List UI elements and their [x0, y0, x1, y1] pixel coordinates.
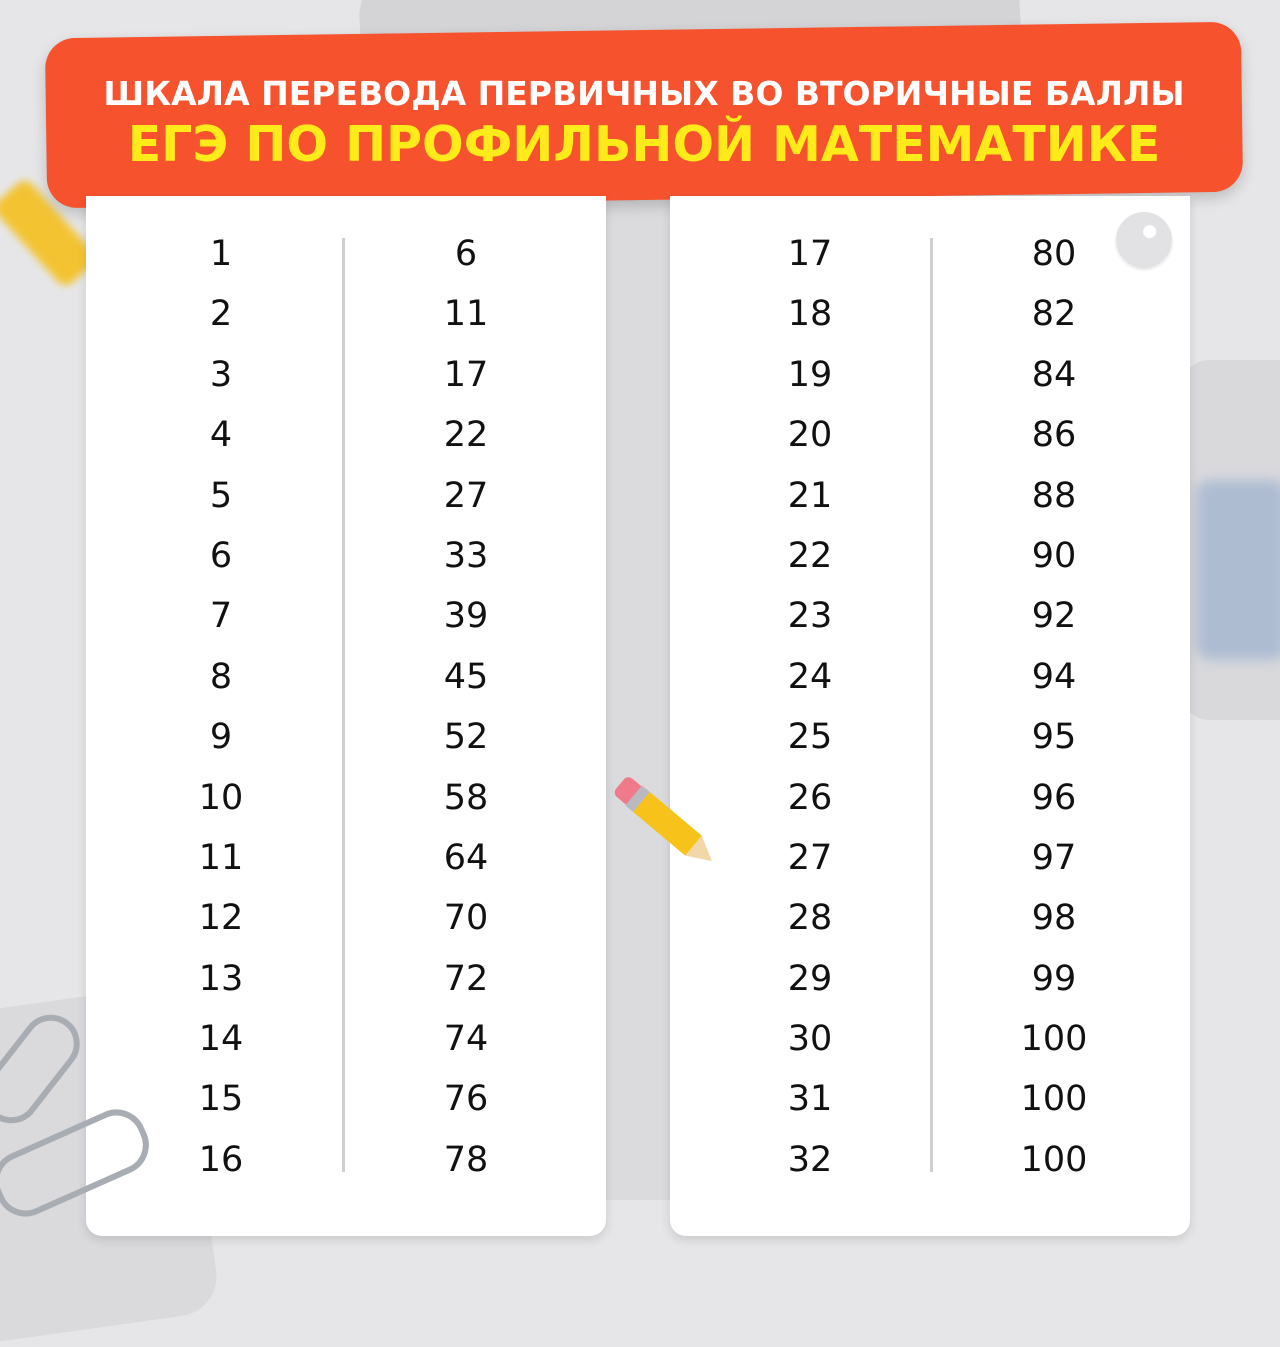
- table-row: [86, 290, 606, 350]
- secondary-score: 27: [443, 475, 489, 516]
- primary-score: 24: [787, 656, 833, 697]
- secondary-score: 64: [443, 837, 489, 878]
- secondary-score: 33: [443, 535, 489, 576]
- table-row: [670, 774, 1190, 834]
- secondary-score: 100: [1020, 1019, 1088, 1060]
- secondary-score: 100: [1020, 1139, 1088, 1180]
- primary-score: 30: [787, 1019, 833, 1060]
- table-row: [670, 713, 1190, 773]
- table-rows-right: [670, 230, 1190, 1196]
- title-line-1: ШКАЛА ПЕРЕВОДА ПЕРВИЧНЫХ ВО ВТОРИЧНЫЕ БАЛЛЫ: [103, 74, 1185, 113]
- primary-score: 9: [209, 717, 233, 758]
- primary-score: 6: [209, 535, 233, 576]
- secondary-score: 86: [1031, 415, 1077, 456]
- primary-score: 10: [198, 777, 244, 818]
- table-row: [670, 834, 1190, 894]
- primary-score: 12: [198, 898, 244, 939]
- secondary-score: 11: [443, 294, 489, 335]
- table-row: [86, 411, 606, 471]
- score-table-right: [670, 196, 1190, 1236]
- secondary-score: 6: [454, 234, 478, 274]
- secondary-score: 72: [443, 958, 489, 999]
- primary-score: 23: [787, 596, 833, 637]
- table-row: [86, 351, 606, 411]
- secondary-score: 98: [1031, 898, 1077, 939]
- primary-score: 32: [787, 1139, 833, 1180]
- score-table-left: [86, 196, 606, 1236]
- table-row: [670, 955, 1190, 1015]
- primary-score: 15: [198, 1079, 244, 1120]
- primary-score: 8: [209, 656, 233, 697]
- primary-score: 14: [198, 1019, 244, 1060]
- secondary-score: 70: [443, 898, 489, 939]
- secondary-score: 45: [443, 656, 489, 697]
- primary-score: 27: [787, 837, 833, 878]
- primary-score: 31: [787, 1079, 833, 1120]
- table-row: [86, 1015, 606, 1075]
- primary-score: 1: [209, 234, 233, 274]
- primary-score: 28: [787, 898, 833, 939]
- table-row: [670, 532, 1190, 592]
- secondary-score: 84: [1031, 354, 1077, 395]
- table-row: [670, 230, 1190, 290]
- table-row: [670, 894, 1190, 954]
- table-row: [86, 592, 606, 652]
- primary-score: 25: [787, 717, 833, 758]
- secondary-score: 39: [443, 596, 489, 637]
- table-row: [670, 1136, 1190, 1196]
- table-row: [86, 894, 606, 954]
- secondary-score: 88: [1031, 475, 1077, 516]
- table-row: [86, 1136, 606, 1196]
- table-row: [670, 1075, 1190, 1135]
- primary-score: 17: [787, 234, 833, 274]
- title-line-2: ЕГЭ ПО ПРОФИЛЬНОЙ МАТЕМАТИКЕ: [127, 116, 1161, 173]
- primary-score: 2: [209, 294, 233, 335]
- primary-score: 18: [787, 294, 833, 335]
- secondary-score: 99: [1031, 958, 1077, 999]
- table-row: [670, 290, 1190, 350]
- table-row: [670, 592, 1190, 652]
- table-row: [86, 834, 606, 894]
- secondary-score: 100: [1020, 1079, 1088, 1120]
- secondary-score: 94: [1031, 656, 1077, 697]
- blurred-object-icon: [1196, 480, 1280, 660]
- secondary-score: 97: [1031, 837, 1077, 878]
- primary-score: 5: [209, 475, 233, 516]
- secondary-score: 22: [443, 415, 489, 456]
- primary-score: 21: [787, 475, 833, 516]
- table-row: [86, 532, 606, 592]
- table-row: [670, 653, 1190, 713]
- primary-score: 20: [787, 415, 833, 456]
- table-rows-left: [86, 230, 606, 1196]
- table-row: [670, 411, 1190, 471]
- secondary-score: 78: [443, 1139, 489, 1180]
- primary-score: 22: [787, 535, 833, 576]
- table-row: [86, 713, 606, 773]
- primary-score: 7: [209, 596, 233, 637]
- primary-score: 19: [787, 354, 833, 395]
- primary-score: 4: [209, 415, 233, 456]
- header-title: [46, 30, 1242, 200]
- pushpin-icon: [1116, 212, 1172, 268]
- secondary-score: 52: [443, 717, 489, 758]
- primary-score: 16: [198, 1139, 244, 1180]
- secondary-score: 96: [1031, 777, 1077, 818]
- table-row: [86, 472, 606, 532]
- secondary-score: 76: [443, 1079, 489, 1120]
- background-shape-middle: [600, 200, 680, 1200]
- primary-score: 3: [209, 354, 233, 395]
- secondary-score: 92: [1031, 596, 1077, 637]
- secondary-score: 82: [1031, 294, 1077, 335]
- secondary-score: 17: [443, 354, 489, 395]
- primary-score: 26: [787, 777, 833, 818]
- secondary-score: 58: [443, 777, 489, 818]
- table-row: [86, 230, 606, 290]
- table-row: [670, 472, 1190, 532]
- table-row: [86, 955, 606, 1015]
- secondary-score: 80: [1031, 234, 1077, 274]
- table-row: [86, 653, 606, 713]
- primary-score: 29: [787, 958, 833, 999]
- table-row: [670, 1015, 1190, 1075]
- primary-score: 13: [198, 958, 244, 999]
- table-row: [86, 774, 606, 834]
- secondary-score: 90: [1031, 535, 1077, 576]
- secondary-score: 74: [443, 1019, 489, 1060]
- table-row: [86, 1075, 606, 1135]
- primary-score: 11: [198, 837, 244, 878]
- secondary-score: 95: [1031, 717, 1077, 758]
- table-row: [670, 351, 1190, 411]
